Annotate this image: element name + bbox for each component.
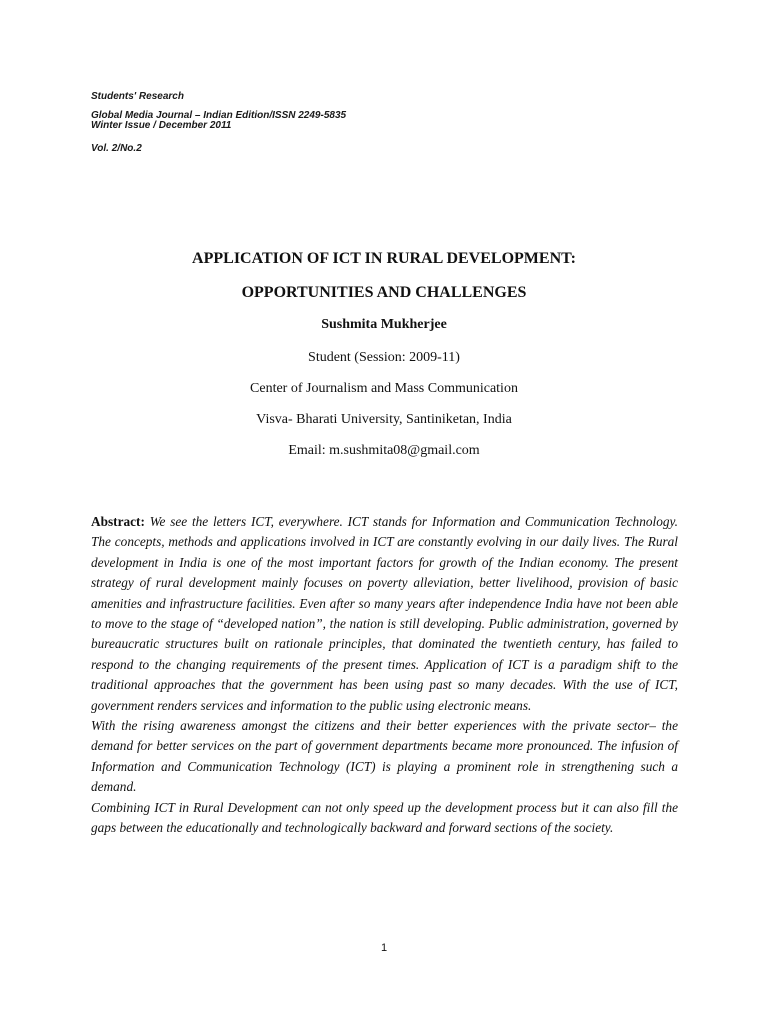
- author-department: Center of Journalism and Mass Communication: [250, 381, 518, 396]
- abstract-paragraph-2: With the rising awareness amongst the citizens and their better experiences with the private sector– the demand for better services on the part of government departments became more pronounced. The infusion of Information and Communication Technology (ICT) is playing a prominent role in strengthening such a demand.: [91, 718, 678, 795]
- section-label: Students' Research: [91, 91, 184, 102]
- abstract-label: Abstract:: [91, 514, 145, 529]
- abstract-text-1: We see the letters ICT, everywhere. ICT stands for Information and Communication Technology. The concepts, methods and applications involved in ICT are constantly evolving in our daily lives. The Rural development in India is one of the most important factors for growth of the Indian economy. The present strategy of rural development mainly focuses on poverty alleviation, better livelihood, provision of basic amenities and infrastructure facilities. Even after so many years after independence India have not been able to move to the stage of “developed nation”, the nation is still developing. Public administration, governed by bureaucratic structures built on rationale principles, that dominated the twentieth century, has failed to respond to the changing requirements of the present times. Application of ICT is a paradigm shift to the traditional approaches that the government has been using past so many decades. With the use of ICT, government renders services and information to the public using electronic means.: [91, 514, 678, 713]
- abstract-section: [91, 512, 678, 839]
- journal-name: Global Media Journal – Indian Edition/ISSN 2249-5835: [91, 110, 347, 121]
- page-number: 1: [380, 942, 388, 954]
- journal-header: [91, 92, 346, 154]
- paper-title-line-2: OPPORTUNITIES AND CHALLENGES: [241, 284, 527, 301]
- volume-info: Vol. 2/No.2: [91, 143, 142, 154]
- issue-info: Winter Issue / December 2011: [91, 120, 232, 131]
- abstract-paragraph-3: Combining ICT in Rural Development can not only speed up the development process but it can also fill the gaps between the educationally and technologically backward and forward sections of the society.: [91, 799, 678, 836]
- author-name: Sushmita Mukherjee: [321, 317, 447, 332]
- abstract-paragraph-1: [91, 512, 678, 716]
- author-email: Email: m.sushmita08@gmail.com: [288, 443, 480, 458]
- paper-title-line-1: APPLICATION OF ICT IN RURAL DEVELOPMENT:: [192, 250, 576, 267]
- author-session: Student (Session: 2009-11): [308, 350, 460, 365]
- author-university: Visva- Bharati University, Santiniketan, India: [256, 412, 512, 427]
